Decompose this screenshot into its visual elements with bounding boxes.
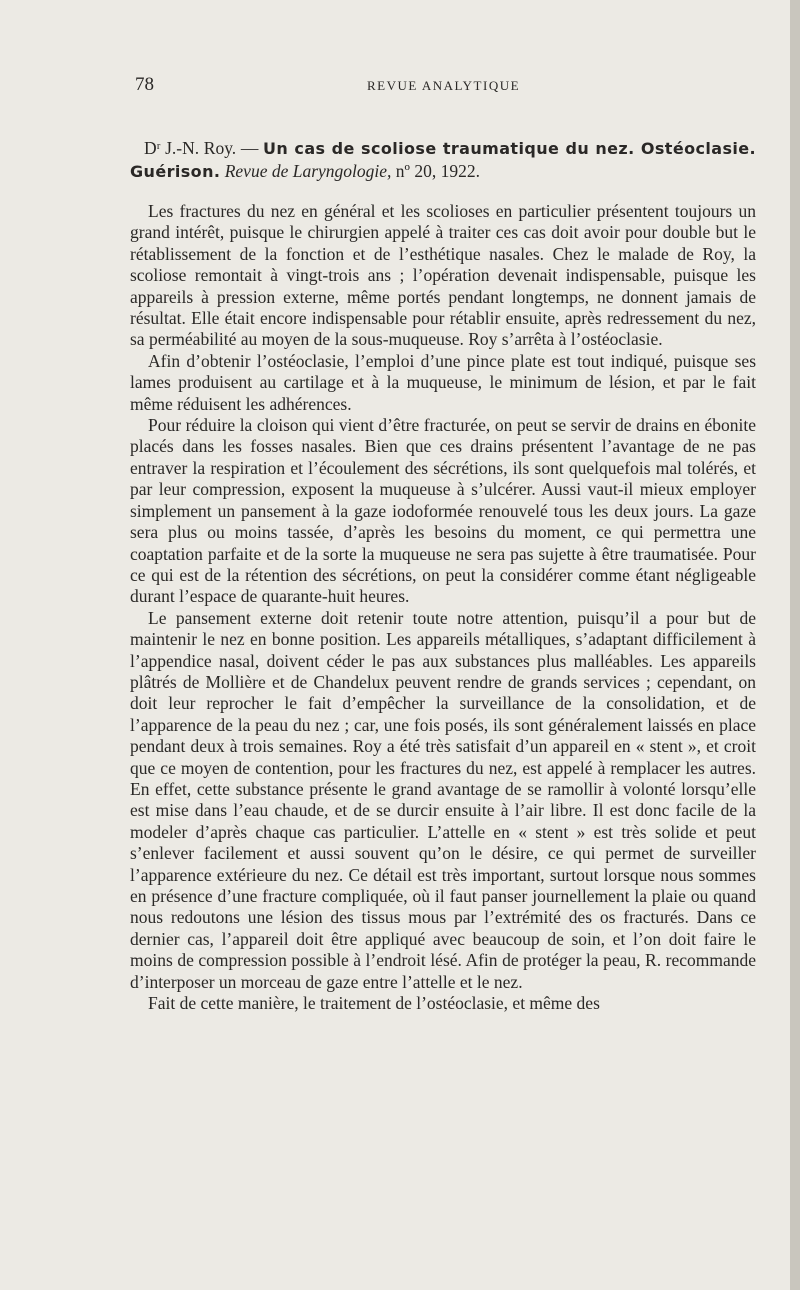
article-body	[130, 201, 756, 1014]
paragraph: Afin d’obtenir l’ostéoclasie, l’emploi d’une pince plate est tout indiqué, puisque ses lames produisent au cartilage et à la muqueuse, le minimum de lésion, et par le fait même réduisent les adhérences.	[130, 350, 756, 414]
paragraph: Pour réduire la cloison qui vient d’être fracturée, on peut se servir de drains en ébonite placés dans les fosses nasales. Bien que ces drains présentent l’avantage de ne pas entraver la respiration et l’écoulement des sécrétions, ils sont quelquefois mal tolérés, et par leur compression, exposent la muqueuse à s’ulcérer. Aussi vaut-il mieux employer simplement un pansement à la gaze iodoformée renouvelé tous les deux jours. La gaze sera plus ou moins tassée, d’après les besoins du moment, ce qui permettra une coaptation parfaite et de la sorte la muqueuse ne sera pas sujette à être traumatisée. Pour ce qui est de la rétention des sécrétions, on peut la considérer comme étant négligeable durant l’espace de quarante-huit heures.	[130, 415, 756, 607]
journal-name: Revue de Laryngologie,	[224, 161, 392, 181]
paragraph: Les fractures du nez en général et les scolioses en particulier présentent toujours un grand intérêt, puisque le chirurgien appelé à traiter ces cas doit avoir pour double but le rétablissement de la fonction et de l’esthétique nasales. Chez le malade de Roy, la scoliose remontait à vingt-trois ans ; l’opération devenait indispensable, puisque les appareils à pression externe, même portés pendant longtemps, ne donnent jamais de résultat. Elle était encore indispensable pour rétablir ensuite, après redressement du nez, sa perméabilité au moyen de la sous-muqueuse. Roy s’arrêta à l’ostéoclasie.	[130, 201, 756, 350]
article-title: Un cas de scoliose traumatique du nez. Ostéoclasie. Guérison.	[130, 139, 756, 181]
page-number: 78	[135, 74, 154, 95]
page-header	[135, 74, 755, 96]
journal-citation: nº 20, 1922.	[395, 161, 480, 181]
article-author: Dʳ J.-N. Roy. —	[144, 138, 259, 158]
page-edge	[790, 0, 800, 1290]
paragraph: Le pansement externe doit retenir toute notre attention, puisqu’il a pour but de maintenir le nez en bonne position. Les appareils métalliques, s’adaptant difficilement à l’appendice nasal, doivent céder le pas aux substances plus malléables. Les appareils plâtrés de Mollière et de Chandelux peuvent rendre de grands services ; cependant, on doit leur reprocher le fait d’empêcher la surveillance de la consolidation, et de l’apparence de la peau du nez ; car, une fois posés, ils sont généralement laissés en place pendant deux à trois semaines. Roy a été très satisfait d’un appareil en « stent », et croit que ce moyen de contention, pour les fractures du nez, est appelé à remplacer les autres. En effet, cette substance présente le grand avantage de se ramollir à volonté lorsqu’elle est mise dans l’eau chaude, et de se durcir ensuite à l’air libre. Il est donc facile de la modeler d’après chaque cas particulier. L’attelle en « stent » est très solide et peut s’enlever facilement et aussi souvent qu’on le désire, ce qui permet de surveiller l’apparence extérieure du nez. Ce détail est très important, surtout lorsque nous sommes en présence d’une fracture compliquée, où il faut panser journellement la plaie ou quand nous redoutons une lésion des tissus mous par l’extrémité des os fracturés. Dans ce dernier cas, l’appareil doit être appliqué avec beaucoup de soin, et l’on doit faire le moins de compression possible à l’endroit lésé. Afin de protéger la peau, R. recommande d’interposer un morceau de gaze entre l’attelle et le nez.	[130, 607, 756, 992]
article-heading	[130, 137, 756, 183]
running-head: REVUE ANALYTIQUE	[367, 78, 521, 93]
paragraph: Fait de cette manière, le traitement de l’ostéoclasie, et même des	[148, 993, 600, 1014]
